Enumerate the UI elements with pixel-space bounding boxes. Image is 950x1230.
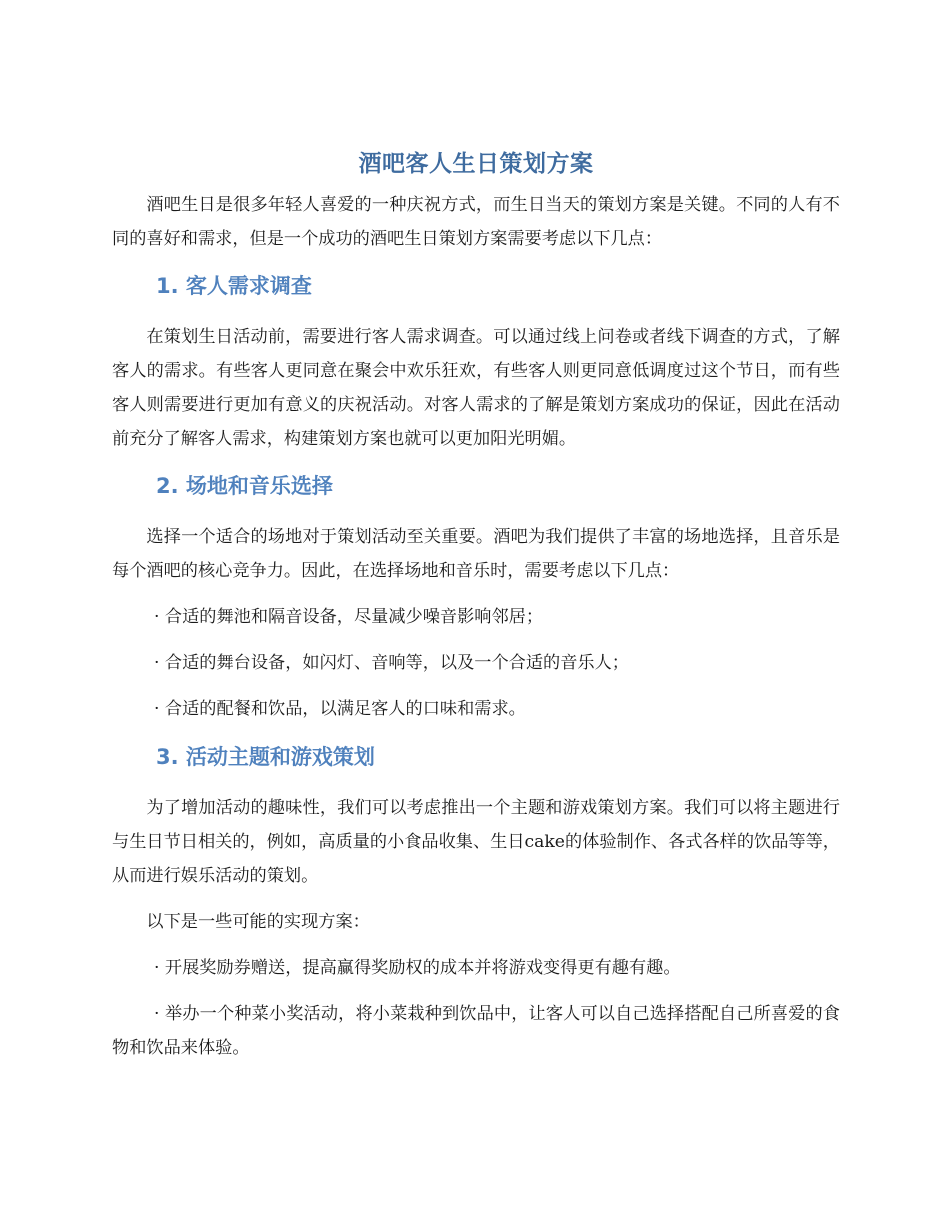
document-body [112, 146, 840, 1065]
section-heading-customer-needs: 1. 客人需求调查 [156, 274, 312, 298]
intro-paragraph: 酒吧生日是很多年轻人喜爱的一种庆祝方式，而生日当天的策划方案是关键。不同的人有不同的喜好和需求，但是一个成功的酒吧生日策划方案需要考虑以下几点： [112, 195, 840, 249]
section-heading-venue-music: 2. 场地和音乐选择 [156, 474, 333, 498]
list-item: · 合适的配餐和饮品，以满足客人的口味和需求。 [154, 699, 526, 719]
section-paragraph-theme-games: 为了增加活动的趣味性，我们可以考虑推出一个主题和游戏策划方案。我们可以将主题进行与生日节日相关的，例如，高质量的小食品收集、生日cake的体验制作、各式各样的饮品等等，从而进行娱乐活动的策划。 [112, 798, 840, 886]
section-paragraph-venue-music: 选择一个适合的场地对于策划活动至关重要。酒吧为我们提供了丰富的场地选择，且音乐是每个酒吧的核心竞争力。因此，在选择场地和音乐时，需要考虑以下几点： [112, 527, 840, 581]
section-paragraph-options-intro: 以下是一些可能的实现方案： [146, 912, 370, 932]
list-item: · 合适的舞台设备，如闪灯、音响等，以及一个合适的音乐人； [154, 653, 629, 673]
document-title: 酒吧客人生日策划方案 [358, 151, 594, 177]
list-item: · 合适的舞池和隔音设备，尽量减少噪音影响邻居； [154, 607, 544, 627]
section-paragraph-customer-needs: 在策划生日活动前，需要进行客人需求调查。可以通过线上问卷或者线下调查的方式，了解客人的需求。有些客人更同意在聚会中欢乐狂欢，有些客人则更同意低调度过这个节日，而有些客人则需要进行更加有意义的庆祝活动。对客人需求的了解是策划方案成功的保证，因此在活动前充分了解客人需求，构建策划方案也就可以更加阳光明媚。 [112, 327, 840, 449]
list-item: · 开展奖励券赠送，提高赢得奖励权的成本并将游戏变得更有趣有趣。 [154, 958, 681, 978]
section-heading-theme-games: 3. 活动主题和游戏策划 [156, 745, 375, 769]
list-item: · 举办一个种菜小奖活动，将小菜栽种到饮品中，让客人可以自己选择搭配自己所喜爱的食物和饮品来体验。 [112, 1004, 840, 1058]
